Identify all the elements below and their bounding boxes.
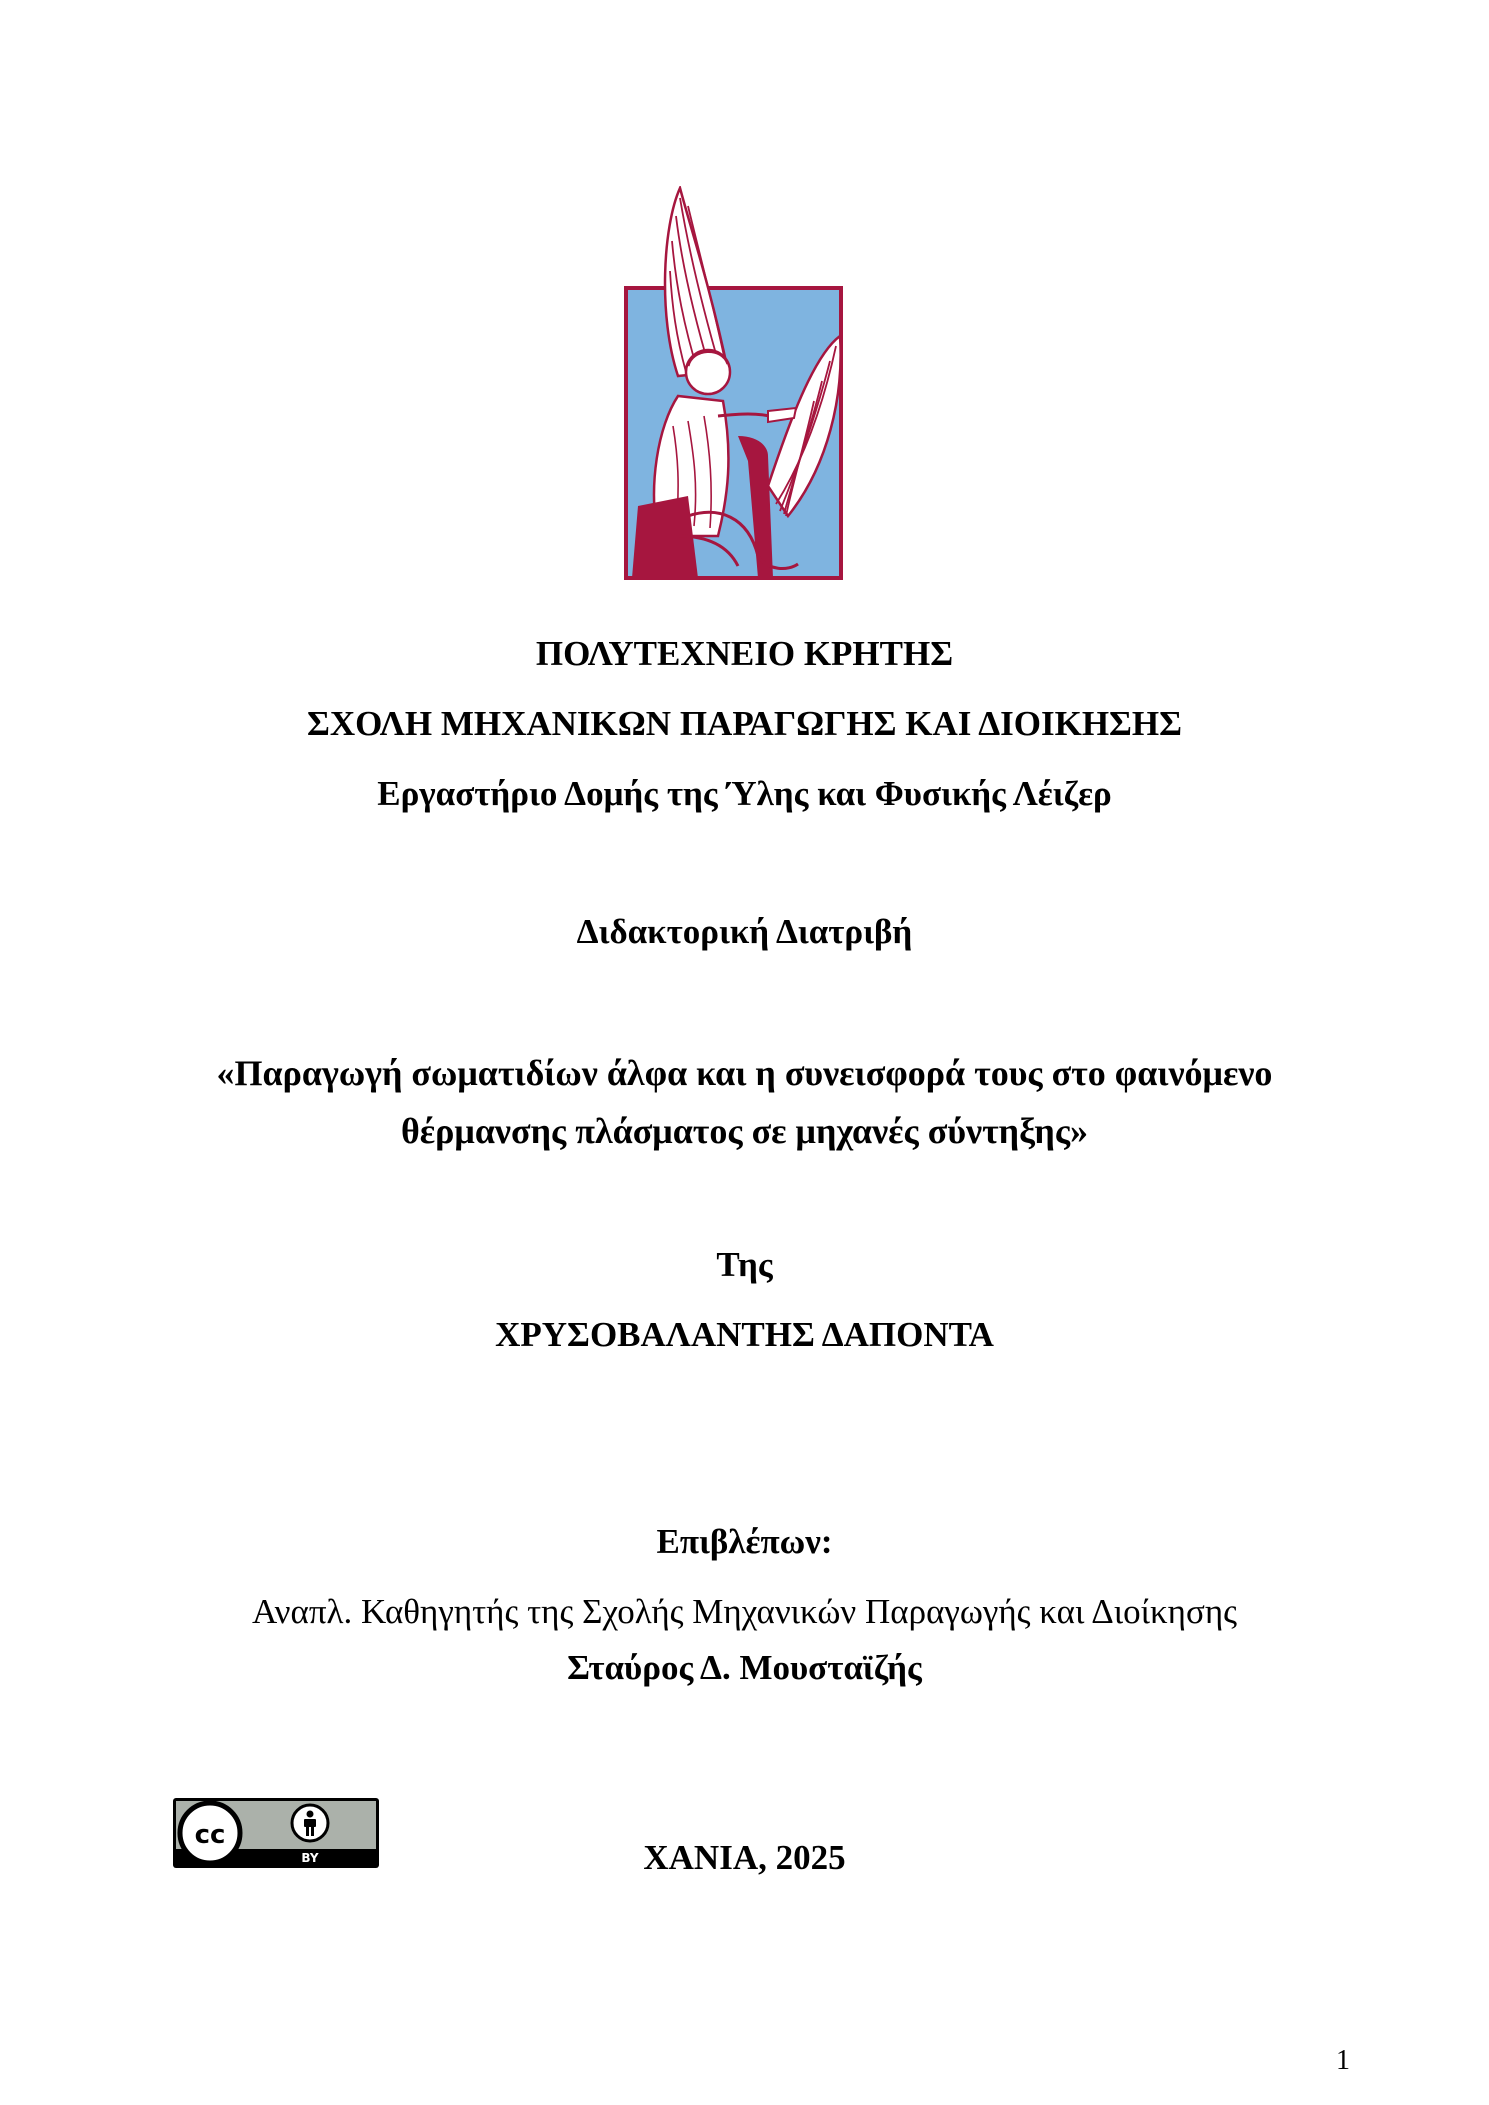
thesis-title-line-2: θέρμανσης πλάσματος σε μηχανές σύντηξης» [400,1111,1089,1151]
author-name: ΧΡΥΣΟΒΑΛΑΝΤΗΣ ΔΑΠΟΝΤΑ [495,1315,994,1354]
author-prefix: Της [716,1245,773,1284]
cc-text: cc [194,1820,226,1850]
lab-name: Εργαστήριο Δομής της Ύλης και Φυσικής Λέιζερ [377,774,1112,813]
supervisor-name: Σταύρος Δ. Μουσταϊζής [567,1648,922,1687]
school-name: ΣΧΟΛΗ ΜΗΧΑΝΙΚΩΝ ΠΑΡΑΓΩΓΗΣ ΚΑΙ ΔΙΟΙΚΗΣΗΣ [306,704,1183,743]
page-number: 1 [1336,2045,1350,2076]
supervisor-heading: Επιβλέπων: [656,1522,833,1561]
place-and-date: ΧΑΝΙΑ, 2025 [643,1838,846,1877]
university-logo-icon [618,186,848,586]
university-name: ΠΟΛΥΤΕΧΝΕΙΟ ΚΡΗΤΗΣ [535,634,954,673]
thesis-title-line-1: «Παραγωγή σωματιδίων άλφα και η συνεισφορά τους στο φαινόμενο [216,1053,1273,1093]
document-type: Διδακτορική Διατριβή [576,912,913,951]
supervisor-position: Αναπλ. Καθηγητής της Σχολής Μηχανικών Παραγωγής και Διοίκησης [251,1592,1238,1631]
by-text: BY [301,1851,319,1865]
